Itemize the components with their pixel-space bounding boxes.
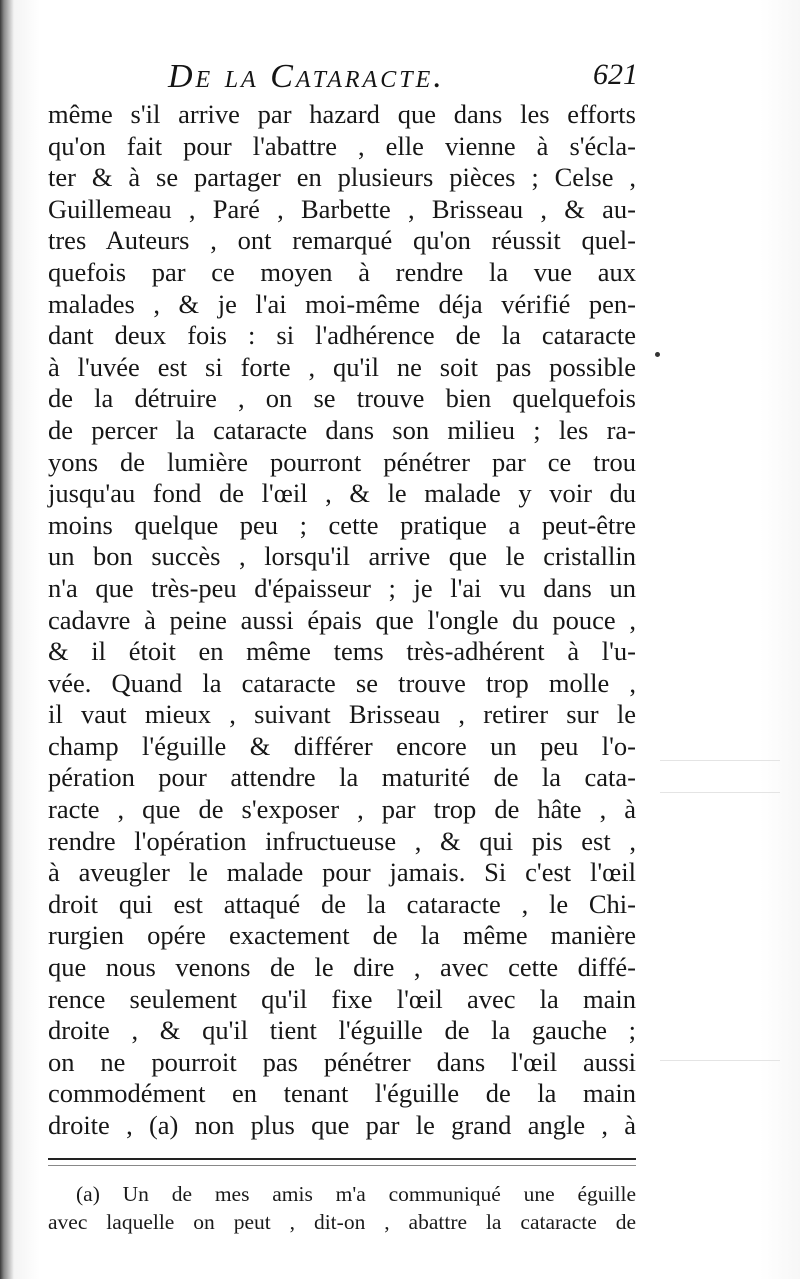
footnote — [48, 1180, 636, 1236]
footnote-rule — [48, 1158, 636, 1160]
text-line: à l'uvée est si forte , qu'il ne soit pas possible — [48, 351, 636, 382]
text-line: & il étoit en même tems très-adhérent à l'u- — [48, 636, 636, 667]
text-line: moins quelque peu ; cette pratique a peut-être — [48, 509, 636, 540]
bleed-through-mark — [660, 760, 780, 761]
text-line: rendre l'opération infructueuse , & qui pis est , — [48, 825, 636, 856]
text-line: rence seulement qu'il fixe l'œil avec la main — [48, 983, 636, 1014]
text-line: champ l'éguille & différer encore un peu l'o- — [48, 730, 636, 761]
text-line: un bon succès , lorsqu'il arrive que le cristallin — [48, 541, 636, 572]
text-line: qu'on fait pour l'abattre , elle vienne à s'écla- — [48, 130, 636, 161]
page-number: 621 — [593, 58, 638, 91]
text-line: tres Auteurs , ont remarqué qu'on réussit quel- — [48, 225, 636, 256]
text-line: n'a que très-peu d'épaisseur ; je l'ai vu dans un — [48, 572, 636, 603]
text-line: de percer la cataracte dans son milieu ; les ra- — [48, 414, 636, 445]
text-line: il vaut mieux , suivant Brisseau , retirer sur le — [48, 699, 636, 730]
footnote-rule-shadow — [48, 1165, 636, 1166]
text-line: yons de lumière pourront pénétrer par ce trou — [48, 446, 636, 477]
text-line: à aveugler le malade pour jamais. Si c'est l'œil — [48, 857, 636, 888]
text-line: jusqu'au fond de l'œil , & le malade y voir du — [48, 478, 636, 509]
bleed-through-mark — [660, 1060, 780, 1061]
bleed-through-mark — [660, 792, 780, 793]
text-line: pération pour attendre la maturité de la cata- — [48, 762, 636, 793]
text-line: même s'il arrive par hazard que dans les efforts — [48, 99, 636, 129]
text-line: dant deux fois : si l'adhérence de la cataracte — [48, 320, 636, 351]
page-header — [168, 58, 638, 102]
footnote-line: avec laquelle on peut , dit-on , abattre la cataracte de — [48, 1210, 636, 1234]
body-text — [48, 99, 636, 1142]
text-line: rurgien opére exactement de la même manière — [48, 920, 636, 951]
text-line: droit qui est attaqué de la cataracte , le Chi- — [48, 888, 636, 919]
text-line: que nous venons de le dire , avec cette diffé- — [48, 952, 636, 983]
text-line: vée. Quand la cataracte se trouve trop molle , — [48, 667, 636, 698]
text-line: Guillemeau , Paré , Barbette , Brisseau , & au- — [48, 193, 636, 224]
text-line: commodément en tenant l'éguille de la main — [48, 1078, 636, 1109]
text-line: quefois par ce moyen à rendre la vue aux — [48, 256, 636, 287]
text-line: malades , & je l'ai moi-même déja vérifié pen- — [48, 288, 636, 319]
text-line: droite , & qu'il tient l'éguille de la gauche ; — [48, 1015, 636, 1046]
text-line: de la détruire , on se trouve bien quelquefois — [48, 383, 636, 414]
text-line: cadavre à peine aussi épais que l'ongle du pouce , — [48, 604, 636, 635]
text-line: racte , que de s'exposer , par trop de hâte , à — [48, 794, 636, 825]
text-line: ter & à se partager en plusieurs pièces ; Celse , — [48, 162, 636, 193]
ink-dot — [655, 352, 660, 357]
footnote-line: (a) Un de mes amis m'a communiqué une éguille — [76, 1182, 636, 1206]
text-line: droite , (a) non plus que par le grand angle , à — [48, 1110, 636, 1140]
running-title: De la Cataracte. — [168, 58, 445, 95]
text-line: on ne pourroit pas pénétrer dans l'œil aussi — [48, 1046, 636, 1077]
